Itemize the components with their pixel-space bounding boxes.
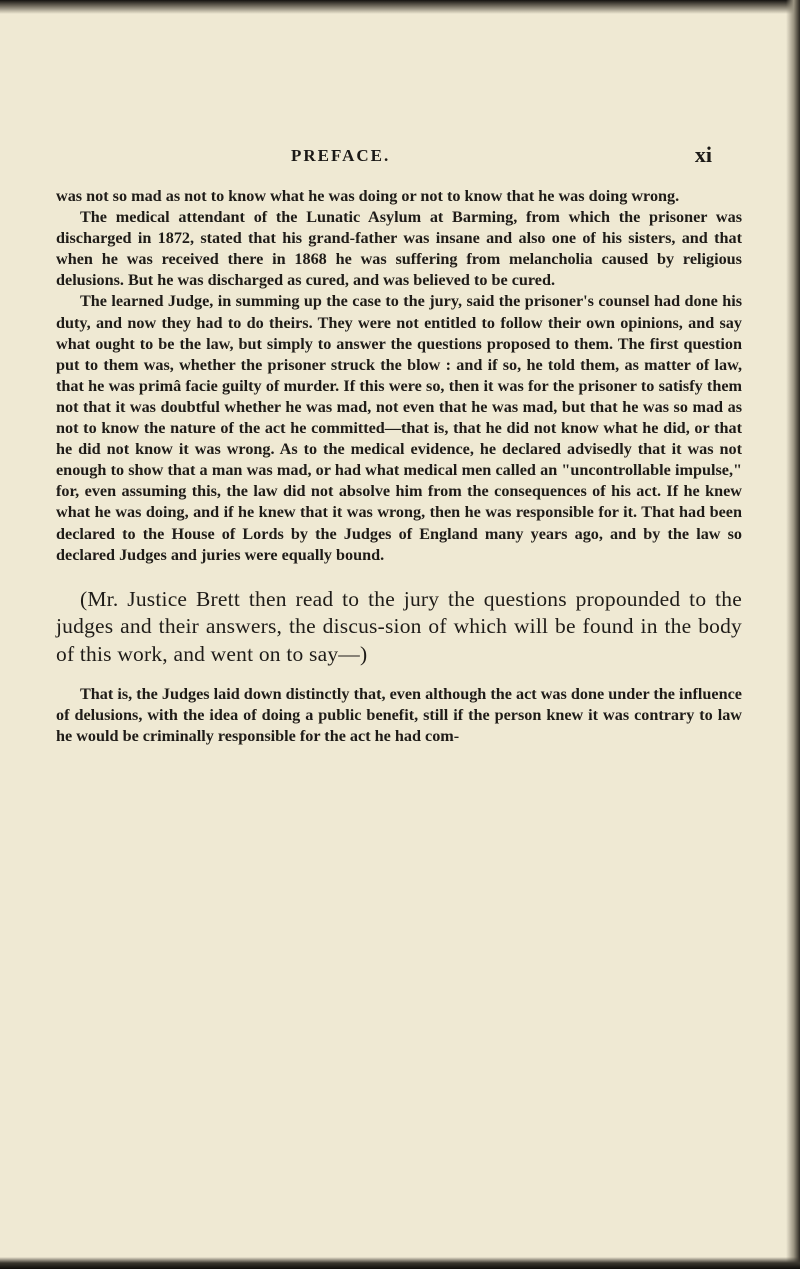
paragraph-summing-up: The learned Judge, in summing up the case to the jury, said the prisoner's counsel had done his duty, and now they had to do theirs. They were not entitled to follow their own opinions, and say what ought to be the law, but simply to answer the questions proposed to them. The first question put to them was, whether the prisoner struck the blow : and if so, he told them, as matter of law, that he was primâ facie guilty of murder. If this were so, then it was for the prisoner to satisfy them not that it was doubtful whether he was mad, not even that he was mad, but that he was so mad as not to know the nature of the act he committed—that is, that he did not know what he did, or that he did not know it was wrong. As to the medical evidence, he declared advisedly that it was not enough to show that a man was mad, or had what medical men called an "uncontrollable impulse," for, even assuming this, the law did not absolve him from the consequences of his act. If he knew what he was doing, and if he knew that it was wrong, then he was responsible for it. That had been declared to the House of Lords by the Judges of England many years ago, and by the law so declared Judges and juries were equally bound. (56, 292, 742, 564)
paragraph-editorial-interpolation: (Mr. Justice Brett then read to the jury the questions propounded to the judges and their answers, the discus-sion of which will be found in the body of this work, and went on to say—) (56, 586, 742, 666)
running-head (56, 142, 742, 170)
running-head-title: PREFACE. (291, 146, 391, 165)
page-bottom-edge (0, 1257, 800, 1269)
paragraph-continued: was not so mad as not to know what he was doing or not to know that he was doing wrong. (56, 187, 680, 205)
paragraph-medical-attendant: The medical attendant of the Lunatic Asylum at Barming, from which the prisoner was discharged in 1872, stated that his grand-father was insane and also one of his sisters, and that when he was received there in 1868 he was suffering from melancholia caused by religious delusions. But he was discharged as cured, and was believed to be cured. (56, 208, 742, 290)
body-text (56, 186, 742, 747)
page-top-shadow (0, 0, 800, 14)
page-number: xi (694, 142, 712, 167)
paragraph-judges-ruling: That is, the Judges laid down distinctly that, even although the act was done under the influence of delusions, with the idea of doing a public benefit, still if the person knew it was contrary to law he would be criminally responsible for the act he had com- (56, 684, 742, 746)
page-gutter-shadow (786, 0, 800, 1269)
